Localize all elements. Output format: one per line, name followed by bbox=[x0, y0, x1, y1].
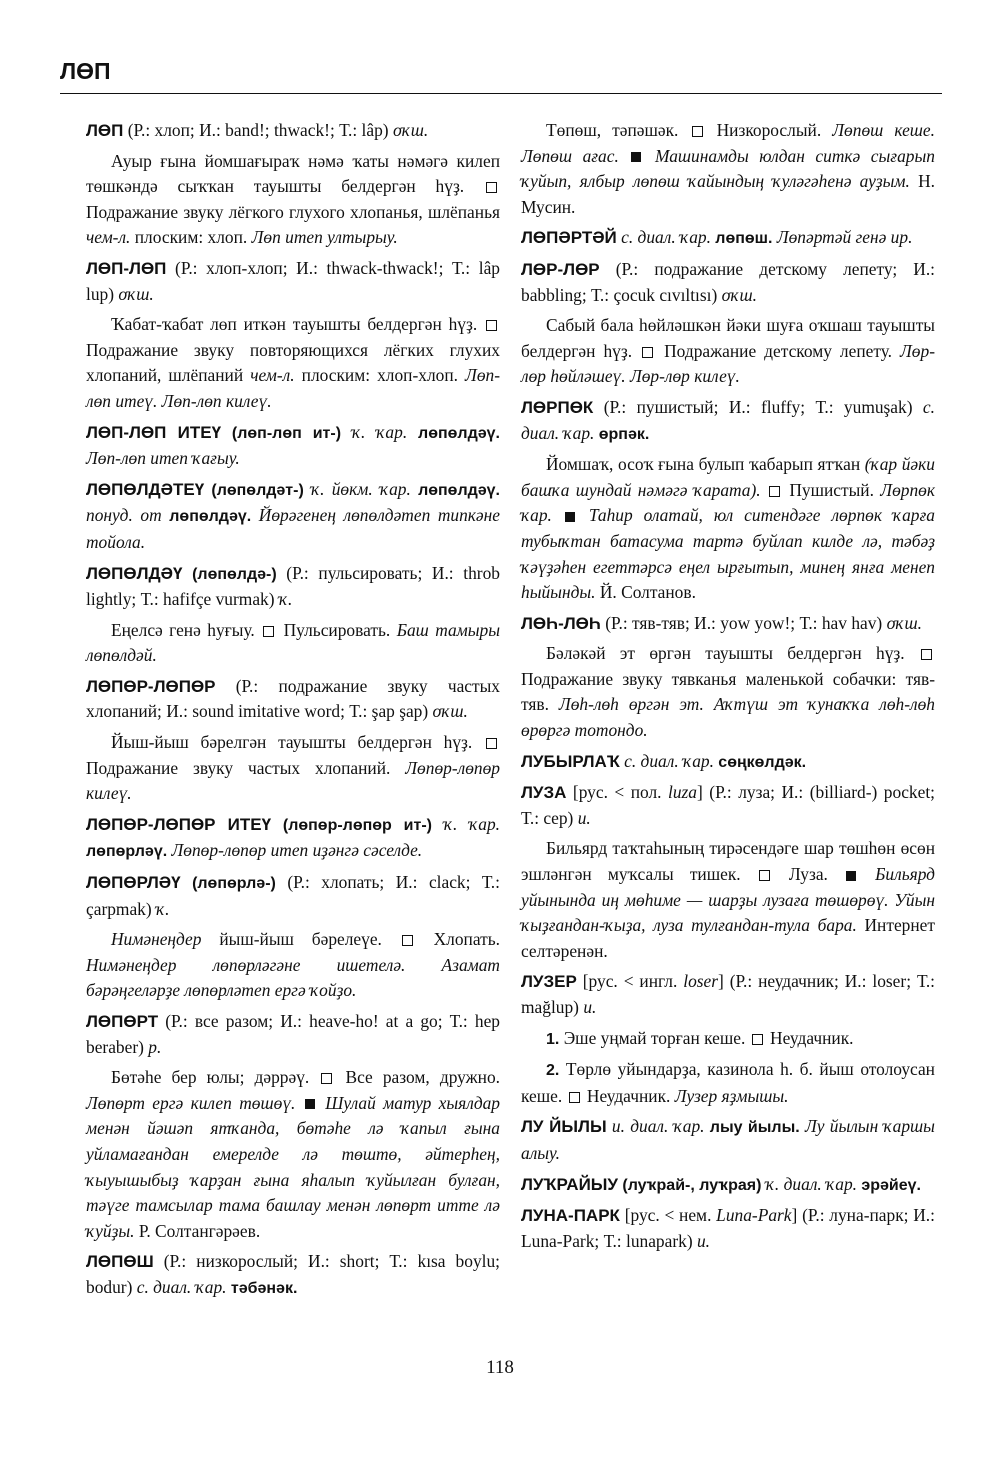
headword: ЛӨПӘРТӘЙ bbox=[521, 228, 617, 248]
text: [рус. < ингл. bbox=[576, 971, 684, 992]
text: Еңелсә генә һуғыу. bbox=[111, 619, 262, 640]
bold-reference: (лөпөрлә-) bbox=[192, 875, 276, 893]
translation-marker-icon bbox=[263, 626, 274, 637]
italic-text: ҡ. ҡар. bbox=[351, 421, 408, 442]
dictionary-entry bbox=[521, 1172, 935, 1199]
text: Луза. bbox=[772, 864, 845, 885]
dictionary-entry bbox=[86, 674, 500, 725]
text: Все разом, дружно. bbox=[335, 1067, 501, 1088]
italic-text: Лөп-лөп итеп ҡағыу. bbox=[86, 448, 240, 469]
italic-text: чем-л. bbox=[250, 365, 295, 386]
entry-definition bbox=[521, 1057, 935, 1109]
italic-text: с. диал. ҡар. bbox=[521, 396, 935, 443]
italic-text: Лөһ-лөһ өргән эт. Аҡтүш эт ҡунаҡҡа лөһ-лөһ өрөргә тотондо. bbox=[521, 694, 935, 741]
italic-text: и. bbox=[696, 1230, 711, 1251]
text bbox=[295, 1093, 302, 1113]
bold-reference: (лөпөр-лөпөр ит-) bbox=[282, 816, 433, 834]
dictionary-entry bbox=[521, 225, 935, 252]
text: Подражание детскому лепету. bbox=[656, 340, 901, 361]
translation-marker-icon bbox=[759, 870, 770, 881]
dictionary-entry bbox=[521, 395, 935, 447]
bold-reference: тәбәнәк. bbox=[230, 1279, 298, 1297]
text bbox=[221, 422, 232, 442]
text: Йомшаҡ, осоҡ ғына булып ҡабарып ятҡан bbox=[546, 454, 865, 475]
bold-reference: лөпөрләү. bbox=[86, 843, 168, 861]
italic-text: Баш тамыры лөпөлдәй. bbox=[86, 619, 501, 666]
text bbox=[271, 814, 283, 834]
text bbox=[859, 864, 875, 884]
italic-text: Лөпөр-лөпөр итеп иҙәнгә сәселде. bbox=[171, 840, 423, 861]
text: Р. Солтангәрәев. bbox=[134, 1220, 261, 1241]
right-column bbox=[521, 118, 935, 1259]
italic-text: оҡш. bbox=[118, 283, 154, 304]
dictionary-entry bbox=[521, 1114, 935, 1166]
entry-definition bbox=[521, 1026, 935, 1053]
text: (Р.: все разом; И.: heave-ho! at a go; Т.: hep beraber) bbox=[86, 1011, 500, 1057]
text: Подражание звуку лёгкого глухого хлопанья, шлёпанья bbox=[86, 201, 500, 222]
entry-definition bbox=[521, 452, 935, 606]
italic-text: Лөп-лөп итеү. Лөп-лөп килеү. bbox=[86, 365, 501, 411]
text bbox=[182, 563, 192, 583]
text: (Р.: пульсировать; И.: throb lightly; Т.: hafifçe vurmak) bbox=[86, 562, 500, 610]
italic-text: и. диал. ҡар. bbox=[611, 1116, 705, 1137]
text: Төпөш, тәпәшәк. bbox=[546, 120, 690, 140]
text: Неудачник. bbox=[765, 1027, 854, 1048]
bold-reference: эрәйеү. bbox=[861, 1176, 921, 1194]
italic-text: (ҡар йәки башҡа шундай нәмәгә ҡарата). bbox=[521, 454, 935, 500]
bold-reference: сөңкөлдәк. bbox=[718, 753, 807, 771]
italic-text: с. диал. ҡар. bbox=[136, 1276, 227, 1297]
headword: ЛӨП bbox=[86, 121, 124, 140]
bold-reference: 1. bbox=[546, 1030, 560, 1048]
text: ] (Р.: неудачник; И.: loser; Т.: mağlup) bbox=[521, 971, 936, 1017]
dictionary-entry bbox=[86, 1009, 500, 1060]
bold-reference: (лөп-лөп ит-) bbox=[231, 424, 342, 442]
page-number: 118 bbox=[486, 1357, 514, 1378]
italic-text: Лөрпөк ҡар. bbox=[521, 479, 935, 526]
bold-reference: (лөпөлдә-) bbox=[192, 565, 277, 583]
text: Бильярд таҡтаһының тирәсендәге шар төшһөн өсөн эшләнгән муҡсалы тишек. bbox=[521, 838, 935, 885]
italic-text: Лөпөш кеше. Лөпөш ағас. bbox=[521, 120, 935, 166]
headword: ЛӨПӨРЛӘҮ bbox=[86, 873, 181, 893]
italic-text: оҡш. bbox=[886, 612, 922, 633]
italic-text: Нимәнеңдер лөпөрләгәне ишетелә. Азамат бәрәңгеләрҙе лөпөрләтеп ергә ҡойҙо. bbox=[86, 954, 500, 1001]
text: Й. Солтанов. bbox=[595, 582, 696, 603]
bold-reference: 2. bbox=[546, 1062, 560, 1080]
text: Н. Мусин. bbox=[521, 171, 935, 217]
translation-marker-icon bbox=[642, 347, 653, 358]
text: [рус. < пол. bbox=[566, 782, 668, 803]
text: йыш-йыш бәрелеүе. bbox=[201, 929, 400, 950]
bold-reference: лөпөш. bbox=[715, 230, 773, 248]
example-marker-icon bbox=[631, 152, 641, 162]
italic-text: с. диал. ҡар. bbox=[624, 750, 714, 771]
text: Подражание звуку повторяющихся лёгких глухих хлопаний, шлёпаний bbox=[86, 339, 500, 386]
text: Неудачник. bbox=[582, 1085, 675, 1106]
dictionary-entry bbox=[521, 1203, 935, 1254]
text: Бәләкәй эт өргән тауышты белдергән һүҙ. bbox=[546, 643, 919, 664]
dictionary-entry bbox=[86, 477, 500, 556]
headword: ЛӨПӨЛДӘТЕҮ bbox=[86, 479, 205, 499]
text: Йыш-йыш бәрелгән тауышты белдергән һүҙ. bbox=[111, 732, 484, 753]
translation-marker-icon bbox=[569, 1092, 580, 1103]
italic-text: Лөпәртәй генә ир. bbox=[776, 227, 913, 248]
italic-text: Нимәнеңдер bbox=[111, 929, 202, 950]
italic-text: Лөпөрт ергә килеп төшөү. bbox=[86, 1092, 296, 1113]
bold-reference: (луҡрай-, луҡрая) bbox=[622, 1176, 762, 1194]
headword: ЛӨПӨРТ bbox=[86, 1012, 159, 1031]
italic-text: Лу йылын ҡаршы алыу. bbox=[521, 1116, 935, 1163]
left-column bbox=[86, 118, 500, 1307]
text bbox=[304, 479, 311, 499]
text: Бөтәһе бер юлы; дәррәү. bbox=[111, 1067, 320, 1088]
translation-marker-icon bbox=[321, 1073, 332, 1084]
italic-text: Лузер яҙмышы. bbox=[674, 1085, 789, 1106]
dictionary-entry bbox=[86, 420, 500, 472]
italic-text: оҡш. bbox=[432, 701, 468, 722]
example-marker-icon bbox=[305, 1099, 315, 1109]
translation-marker-icon bbox=[486, 738, 497, 749]
italic-text: ҡ. ҡар. bbox=[443, 813, 500, 834]
italic-text: понуд. от bbox=[86, 505, 162, 526]
headword: ЛӨР-ЛӨР bbox=[521, 259, 600, 279]
headword: ЛУЗЕР bbox=[521, 972, 577, 992]
headword: ЛӨПӨР-ЛӨПӨР ИТЕҮ bbox=[86, 814, 272, 834]
bold-reference: өрпәк. bbox=[598, 425, 650, 443]
entry-definition bbox=[521, 641, 935, 743]
headword: ЛӨПӨЛДӘҮ bbox=[86, 563, 183, 583]
text: Ҡабат-ҡабат лөп иткән тауышты белдергән һүҙ. bbox=[111, 314, 484, 335]
italic-text: Бильярд уйынында иң мөһиме — шарҙы лузаға төшөрөү. Уйын ҡыҙғандан-ҡыҙа, луза тулғандан-тула бара. bbox=[521, 864, 935, 936]
italic-text: и. bbox=[577, 807, 591, 828]
text bbox=[432, 814, 444, 834]
text: (Р.: низкорослый; И.: short; Т.: kısa boylu; bodur) bbox=[86, 1251, 500, 1297]
italic-text: Машинамды юлдан ситкә сығарып ҡуйып, ялбыр лөпөш ҡайындың ҡуләгәһенә ауҙым. bbox=[521, 145, 935, 192]
italic-text: Лөп итеп ултырыу. bbox=[251, 227, 398, 248]
text: (Р.: хлоп; И.: band!; thwack!; Т.: lâp) bbox=[123, 120, 393, 140]
translation-marker-icon bbox=[486, 320, 497, 331]
italic-text: оҡш. bbox=[721, 284, 757, 305]
headword: ЛУ ЙЫЛЫ bbox=[521, 1117, 607, 1137]
text: Төрлө уйындарҙа, казинола һ. б. йыш отолоусан кеше. bbox=[521, 1059, 935, 1106]
italic-text: ҡ. йөкм. ҡар. bbox=[311, 478, 411, 499]
italic-text: Таһир олатай, юл ситендәге лөрпөк ҡарға тубыҡтан батасума тартә буйлап килде лә, тәбәҙ ҡәүҙәһен егеттәрсә еңел ырғытып, минең янға менеп һыйынды. bbox=[521, 505, 935, 603]
text bbox=[251, 505, 259, 525]
header-rule bbox=[60, 93, 942, 94]
dictionary-entry bbox=[86, 256, 500, 307]
text: плоским: хлоп. bbox=[130, 227, 252, 248]
italic-text: Шулай матур хыялдар менән йәшәп ятҡанда, бөтәһе лә ҡапыл ғына уйламағандан емерелде лә төштө, әйтерһең, ҡыуышыбыҙ ҡарҙан ғына яһалып ҡуйылған булған, тәүге тамсылар тама башлау менән лөпөрт итте лә ҡуйҙы. bbox=[86, 1092, 501, 1241]
text: (Р.: хлопать; И.: clack; Т.: çarpmak) bbox=[86, 872, 500, 919]
example-marker-icon bbox=[846, 871, 856, 881]
entry-definition bbox=[86, 730, 500, 807]
italic-text: ҡ. диал. ҡар. bbox=[765, 1173, 858, 1194]
text bbox=[407, 422, 418, 442]
dictionary-entry bbox=[521, 749, 935, 776]
translation-marker-icon bbox=[752, 1034, 763, 1045]
italic-text: оҡш. bbox=[392, 120, 429, 140]
dictionary-entry bbox=[86, 118, 500, 144]
italic-text: чем-л. bbox=[86, 227, 131, 248]
headword: ЛӨП-ЛӨП bbox=[86, 258, 167, 278]
dictionary-entry bbox=[521, 780, 935, 831]
entry-definition bbox=[521, 118, 935, 220]
italic-text: ҡ. bbox=[278, 589, 293, 610]
dictionary-entry bbox=[86, 812, 500, 865]
text bbox=[761, 480, 767, 500]
text: Подражание звуку частых хлопаний. bbox=[86, 757, 406, 778]
translation-marker-icon bbox=[402, 935, 413, 946]
text bbox=[411, 479, 418, 499]
italic-text: loser bbox=[683, 971, 719, 992]
text bbox=[619, 146, 630, 166]
text: Низкорослый. bbox=[705, 120, 833, 140]
text: Подражание звуку тявканья маленькой собачки: тяв-тяв. bbox=[521, 668, 935, 715]
italic-text: Luna-Park bbox=[716, 1205, 792, 1226]
text: Сабый бала һөйләшкән йәки шуға оҡшаш тауышты белдергән һүҙ. bbox=[521, 315, 935, 361]
entry-definition bbox=[86, 312, 500, 414]
bold-reference: лөпөлдәү. bbox=[418, 424, 500, 442]
entry-definition bbox=[86, 1065, 500, 1244]
text bbox=[644, 146, 655, 166]
bold-reference: лөпөлдәү. bbox=[418, 481, 500, 499]
entry-definition bbox=[86, 149, 500, 251]
text: Пульсировать. bbox=[277, 619, 397, 640]
dictionary-entry bbox=[86, 870, 500, 922]
headword: ЛӨПӨР-ЛӨПӨР bbox=[86, 676, 216, 696]
italic-text: с. диал. ҡар. bbox=[621, 227, 711, 248]
headword: ЛУЗА bbox=[521, 783, 567, 803]
dictionary-entry bbox=[521, 611, 935, 637]
translation-marker-icon bbox=[921, 649, 932, 660]
translation-marker-icon bbox=[486, 182, 497, 193]
entry-definition bbox=[521, 313, 935, 390]
italic-text: Лөпөр-лөпөр килеү. bbox=[86, 757, 500, 804]
text bbox=[181, 872, 192, 892]
headword: ЛУҠРАЙЫУ bbox=[521, 1174, 619, 1194]
text: (Р.: тяв-тяв; И.: yow yow!; Т.: hav hav) bbox=[600, 612, 887, 633]
text bbox=[578, 505, 589, 525]
text: Интернет селтәренән. bbox=[521, 915, 936, 961]
text: Пушистый. bbox=[783, 479, 881, 500]
example-marker-icon bbox=[565, 512, 575, 522]
text: плоским: хлоп-хлоп. bbox=[294, 365, 466, 386]
text: (Р.: пушистый; И.: fluffy; Т.: yumuşak) bbox=[593, 396, 923, 417]
text: [рус. < нем. bbox=[619, 1205, 717, 1226]
headword: ЛӨҺ-ЛӨҺ bbox=[521, 613, 601, 633]
text: (Р.: хлоп-хлоп; И.: thwack-thwack!; Т.: lâp lup) bbox=[86, 257, 500, 304]
italic-text: Йөрәгенең лөпөлдәтеп типкәне тойола. bbox=[86, 505, 500, 552]
bold-reference: (лөпөлдәт-) bbox=[211, 481, 304, 499]
text: (Р.: подражание звуку частых хлопаний; И.: sound imitative word; Т.: şap şap) bbox=[86, 675, 500, 722]
italic-text: р. bbox=[148, 1036, 162, 1057]
italic-text: и. bbox=[583, 997, 597, 1017]
translation-marker-icon bbox=[692, 126, 703, 137]
text bbox=[341, 422, 352, 442]
dictionary-entry bbox=[521, 257, 935, 308]
running-head: ЛӨП bbox=[60, 58, 111, 84]
italic-text: Лөр-лөр һөйләшеү. Лөр-лөр килеү. bbox=[521, 340, 935, 387]
italic-text: ҡ. bbox=[156, 898, 170, 919]
italic-text: luza bbox=[668, 782, 697, 803]
headword: ЛӨРПӨК bbox=[521, 397, 594, 417]
text: Эше уңмай торған кеше. bbox=[559, 1027, 750, 1048]
headword: ЛУНА-ПАРК bbox=[521, 1206, 620, 1226]
text: Хлопать. bbox=[415, 929, 500, 950]
entry-definition bbox=[86, 618, 500, 669]
entry-definition bbox=[521, 836, 935, 964]
headword: ЛУБЫРЛАҠ bbox=[521, 751, 620, 771]
text: ] (Р.: луза; И.: (billiard-) pocket; Т.: cep) bbox=[521, 782, 935, 828]
entry-definition bbox=[86, 927, 500, 1004]
translation-marker-icon bbox=[769, 486, 780, 497]
dictionary-entry bbox=[86, 1249, 500, 1301]
text bbox=[552, 505, 563, 525]
dictionary-entry bbox=[521, 969, 935, 1020]
bold-reference: лөпөлдәү. bbox=[169, 508, 252, 526]
text: (Р.: подражание детскому лепету; И.: babbling; Т.: çocuk cıvıltısı) bbox=[521, 258, 935, 305]
text: Ауыр ғына йомшағыраҡ нәмә ҡаты нәмәгә килеп төшкәндә сыҡҡан тауышты белдергән һүҙ. bbox=[86, 150, 500, 197]
headword: ЛӨП-ЛӨП ИТЕҮ bbox=[86, 422, 222, 442]
bold-reference: лыу йылы. bbox=[709, 1119, 800, 1137]
dictionary-entry bbox=[86, 561, 500, 613]
headword: ЛӨПӨШ bbox=[86, 1252, 154, 1272]
text: ] (Р.: луна-парк; И.: Luna-Park; Т.: lunapark) bbox=[521, 1205, 935, 1251]
